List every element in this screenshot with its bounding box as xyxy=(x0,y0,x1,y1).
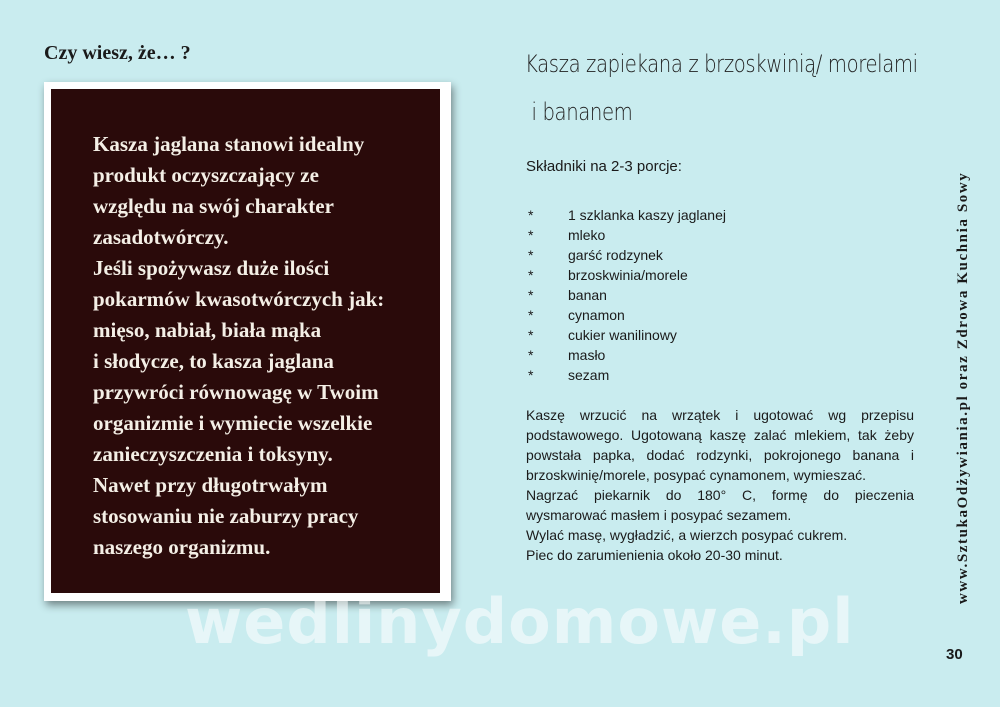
fact-line: stosowaniu nie zaburzy pracy xyxy=(93,504,359,528)
fact-line: zasadotwórczy. xyxy=(93,225,229,249)
ingredient-text: sezam xyxy=(568,367,610,383)
fact-line: zanieczyszczenia i toksyny. xyxy=(93,442,333,466)
watermark: wedlinydomowe.pl xyxy=(185,585,855,658)
bullet-marker: * xyxy=(528,287,534,303)
fact-line: Kasza jaglana stanowi idealny xyxy=(93,132,365,156)
instruction-paragraph: Kaszę wrzucić na wrzątek i ugotować wg przepisu podstawowego. Ugotowaną kaszę zalać mlekiem, tak żeby powstała papka, dodać rodzynki, pokrojonego banana i brzoskwinię/morele, posypać cynamonem, wymieszać. xyxy=(526,407,914,483)
ingredient-text: mleko xyxy=(568,227,606,243)
did-you-know-heading: Czy wiesz, że… ? xyxy=(44,42,191,64)
instruction-paragraph: Piec do zarumienienia około 20-30 minut. xyxy=(526,547,783,563)
bullet-marker: * xyxy=(528,247,534,263)
fact-line: względu na swój charakter xyxy=(93,194,334,218)
ingredient-text: 1 szklanka kaszy jaglanej xyxy=(568,207,726,223)
fact-box xyxy=(51,89,440,593)
page-number: 30 xyxy=(946,646,963,663)
ingredient-text: brzoskwinia/morele xyxy=(568,267,688,283)
ingredient-text: banan xyxy=(568,287,607,303)
recipe-instructions xyxy=(526,405,914,565)
recipe-title-line: i bananem xyxy=(531,98,633,126)
fact-line: Jeśli spożywasz duże ilości xyxy=(93,256,330,280)
recipe-title xyxy=(525,40,918,136)
fact-line: przywróci równowagę w Twoim xyxy=(93,380,379,404)
ingredient-text: garść rodzynek xyxy=(568,247,663,263)
ingredient-text: masło xyxy=(568,347,606,363)
fact-text xyxy=(93,129,410,563)
fact-line: Nawet przy długotrwałym xyxy=(93,473,328,497)
recipe-title-line: Kasza zapiekana z brzoskwinią/ morelami xyxy=(525,50,918,78)
fact-line: i słodycze, to kasza jaglana xyxy=(93,349,334,373)
instruction-paragraph: Nagrzać piekarnik do 180° C, formę do pieczenia wysmarować masłem i posypać sezamem. xyxy=(526,487,914,523)
bullet-marker: * xyxy=(528,267,534,283)
fact-line: produkt oczyszczający ze xyxy=(93,163,319,187)
vertical-website-text: www.SztukaOdżywiania.pl oraz Zdrowa Kuchnia Sowy xyxy=(955,171,971,604)
fact-line: pokarmów kwasotwórczych jak: xyxy=(93,287,385,311)
bullet-marker: * xyxy=(528,367,534,383)
ingredient-text: cukier wanilinowy xyxy=(568,327,677,343)
bullet-marker: * xyxy=(528,207,534,223)
bullet-marker: * xyxy=(528,307,534,323)
instruction-paragraph: Wylać masę, wygładzić, a wierzch posypać cukrem. xyxy=(526,527,848,543)
fact-line: naszego organizmu. xyxy=(93,535,271,559)
fact-line: organizmie i wymiecie wszelkie xyxy=(93,411,373,435)
ingredient-text: cynamon xyxy=(568,307,625,323)
fact-line: mięso, nabiał, biała mąka xyxy=(93,318,322,342)
bullet-marker: * xyxy=(528,347,534,363)
fact-box-frame xyxy=(44,82,451,601)
ingredients-heading: Składniki na 2-3 porcje: xyxy=(526,158,682,175)
bullet-marker: * xyxy=(528,327,534,343)
bullet-marker: * xyxy=(528,227,534,243)
